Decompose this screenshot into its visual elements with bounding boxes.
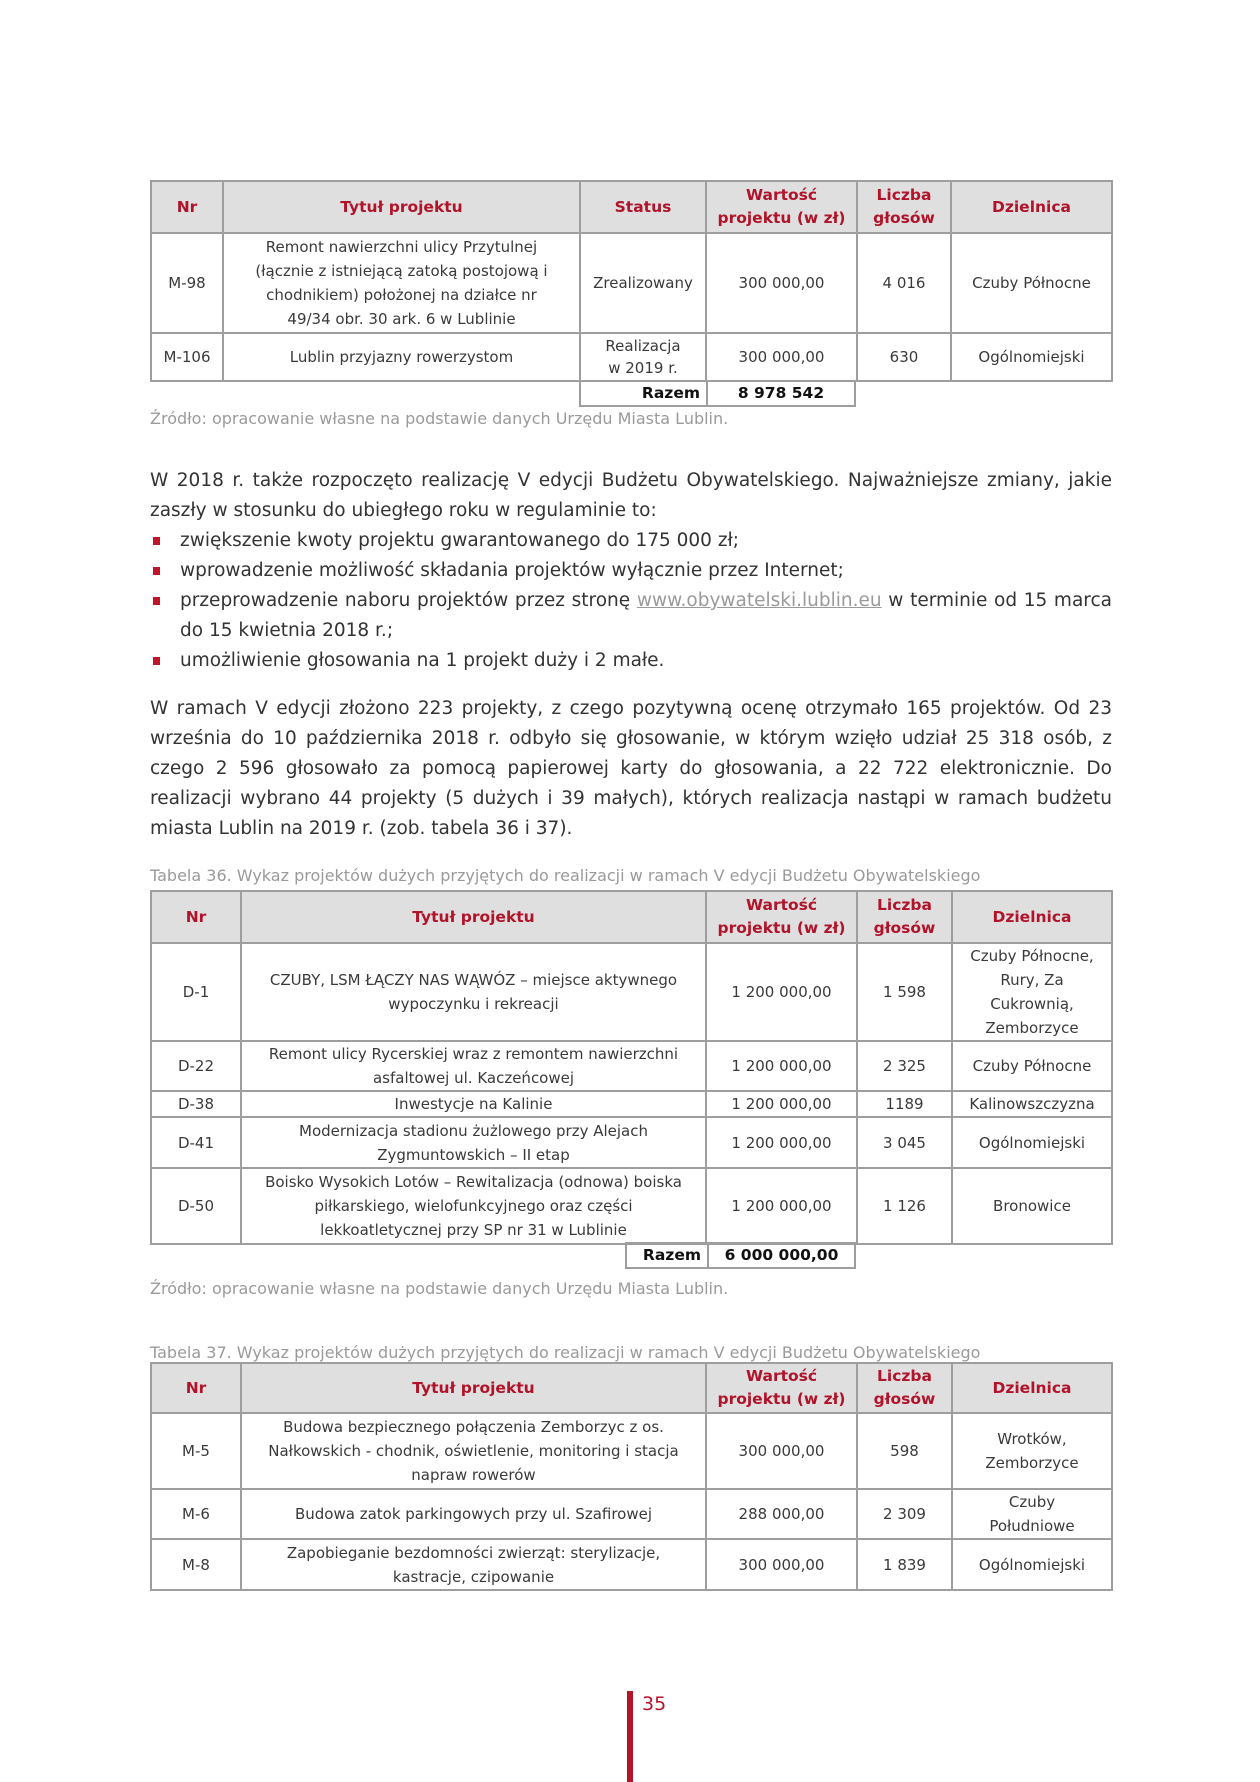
table-36-caption: Tabela 36. Wykaz projektów dużych przyjętych do realizacji w ramach V edycji Budżetu Obywatelskiego [150, 866, 981, 885]
paragraph-results-text: W ramach V edycji złożono 223 projekty, z czego pozytywną ocenę otrzymało 165 projektów. Od 23 września do 10 października 2018 r. odbyło się głosowanie, w którym wzięło udział 25 318 osób, z czego 2 596 głosowało za pomocą papierowej karty do głosowania, a 22 722 elektronicznie. Do realizacji wybrano 44 projekty (5 dużych i 39 małych), których realizacja nastąpi w ramach budżetu miasta Lublin na 2019 r. (zob. tabela 36 i 37). [150, 698, 1112, 839]
cell-title: Inwestycje na Kalinie [241, 1091, 706, 1117]
cell-status: Zrealizowany [580, 233, 706, 333]
cell-title: Budowa zatok parkingowych przy ul. Szafirowej [241, 1489, 706, 1539]
table-row [151, 1117, 1112, 1168]
cell-district: Ogólnomiejski [952, 1117, 1112, 1168]
bullet-icon [153, 597, 160, 605]
table-row [151, 1168, 1112, 1244]
cell-title: Zapobieganie bezdomności zwierząt: sterylizacje, kastracje, czipowanie [241, 1539, 706, 1590]
cell-votes: 2 325 [857, 1041, 952, 1091]
header-district: Dzielnica [952, 1363, 1112, 1413]
list-item [150, 586, 1112, 646]
list-item [150, 526, 1112, 556]
header-votes: Liczba głosów [857, 1363, 952, 1413]
cell-title: CZUBY, LSM ŁĄCZY NAS WĄWÓZ – miejsce aktywnego wypoczynku i rekreacji [241, 943, 706, 1041]
header-value: Wartość projektu (w zł) [706, 891, 857, 943]
website-link[interactable]: www.obywatelski.lublin.eu [636, 590, 882, 611]
cell-nr: M-98 [151, 233, 223, 333]
cell-district: Czuby Południowe [952, 1489, 1112, 1539]
cell-nr: D-50 [151, 1168, 241, 1244]
cell-district: Kalinowszczyzna [952, 1091, 1112, 1117]
table-row [151, 1091, 1112, 1117]
cell-value: 300 000,00 [706, 1539, 857, 1590]
table-37-caption: Tabela 37. Wykaz projektów dużych przyjętych do realizacji w ramach V edycji Budżetu Obywatelskiego [150, 1343, 981, 1362]
cell-district: Wrotków, Zemborzyce [952, 1413, 1112, 1489]
total-label: Razem [580, 381, 707, 406]
bullet-icon [153, 657, 160, 665]
table-header-row [151, 181, 1112, 233]
table-row [151, 1041, 1112, 1091]
header-title: Tytuł projektu [223, 181, 580, 233]
table-37 [150, 1362, 1113, 1591]
header-nr: Nr [151, 1363, 241, 1413]
cell-district: Ogólnomiejski [952, 1539, 1112, 1590]
list-item-text: umożliwienie głosowania na 1 projekt duży i 2 małe. [180, 650, 665, 671]
cell-votes: 1189 [857, 1091, 952, 1117]
cell-value: 1 200 000,00 [706, 1041, 857, 1091]
cell-title: Modernizacja stadionu żużlowego przy Alejach Zygmuntowskich – II etap [241, 1117, 706, 1168]
cell-value: 1 200 000,00 [706, 1091, 857, 1117]
cell-nr: M-6 [151, 1489, 241, 1539]
total-row [579, 380, 856, 407]
cell-status: Realizacja w 2019 r. [580, 333, 706, 381]
total-row [625, 1242, 856, 1269]
cell-votes: 3 045 [857, 1117, 952, 1168]
cell-title: Remont nawierzchni ulicy Przytulnej (łącznie z istniejącą zatoką postojową i chodnikiem) położonej na działce nr 49/34 obr. 30 ark. 6 w Lublinie [223, 233, 580, 333]
cell-value: 300 000,00 [706, 1413, 857, 1489]
header-votes: Liczba głosów [857, 891, 952, 943]
page-marker-bar [627, 1691, 633, 1782]
table-row [151, 943, 1112, 1041]
cell-nr: D-38 [151, 1091, 241, 1117]
paragraph-changes [150, 466, 1112, 676]
header-title: Tytuł projektu [241, 891, 706, 943]
cell-nr: M-106 [151, 333, 223, 381]
table-header-row [151, 1363, 1112, 1413]
cell-votes: 1 839 [857, 1539, 952, 1590]
cell-district: Bronowice [952, 1168, 1112, 1244]
header-nr: Nr [151, 891, 241, 943]
header-value: Wartość projektu (w zł) [706, 181, 857, 233]
list-item-text: zwiększenie kwoty projektu gwarantowanego do 175 000 zł; [180, 530, 740, 551]
cell-votes: 630 [857, 333, 951, 381]
table-row [151, 1489, 1112, 1539]
table-row [151, 333, 1112, 381]
cell-nr: D-22 [151, 1041, 241, 1091]
header-status: Status [580, 181, 706, 233]
bullet-icon [153, 567, 160, 575]
cell-votes: 1 598 [857, 943, 952, 1041]
cell-district: Czuby Północne [951, 233, 1112, 333]
list-item-text: wprowadzenie możliwość składania projektów wyłącznie przez Internet; [180, 560, 844, 581]
cell-district: Czuby Północne, Rury, Za Cukrownią, Zemborzyce [952, 943, 1112, 1041]
cell-votes: 598 [857, 1413, 952, 1489]
list-item [150, 646, 1112, 676]
table-36 [150, 890, 1113, 1245]
total-value: 8 978 542 [707, 381, 855, 406]
cell-nr: M-8 [151, 1539, 241, 1590]
list-item [150, 556, 1112, 586]
total-value: 6 000 000,00 [708, 1243, 855, 1268]
paragraph-intro: W 2018 r. także rozpoczęto realizację V edycji Budżetu Obywatelskiego. Najważniejsze zmiany, jakie zaszły w stosunku do ubiegłego roku w regulaminie to: [150, 470, 1112, 521]
header-votes: Liczba głosów [857, 181, 951, 233]
paragraph-results [150, 694, 1112, 844]
cell-title: Lublin przyjazny rowerzystom [223, 333, 580, 381]
cell-value: 300 000,00 [706, 333, 857, 381]
table-source-note: Źródło: opracowanie własne na podstawie danych Urzędu Miasta Lublin. [150, 1279, 729, 1298]
cell-value: 1 200 000,00 [706, 943, 857, 1041]
table-source-note: Źródło: opracowanie własne na podstawie danych Urzędu Miasta Lublin. [150, 409, 729, 428]
table-row [151, 233, 1112, 333]
header-district: Dzielnica [952, 891, 1112, 943]
header-title: Tytuł projektu [241, 1363, 706, 1413]
table-row [151, 1539, 1112, 1590]
cell-votes: 1 126 [857, 1168, 952, 1244]
cell-votes: 2 309 [857, 1489, 952, 1539]
cell-nr: D-1 [151, 943, 241, 1041]
cell-district: Ogólnomiejski [951, 333, 1112, 381]
projects-table-continued [150, 180, 1113, 382]
header-district: Dzielnica [951, 181, 1112, 233]
cell-votes: 4 016 [857, 233, 951, 333]
cell-value: 288 000,00 [706, 1489, 857, 1539]
table-header-row [151, 891, 1112, 943]
cell-nr: M-5 [151, 1413, 241, 1489]
cell-value: 300 000,00 [706, 233, 857, 333]
page-number: 35 [642, 1693, 667, 1715]
cell-title: Budowa bezpiecznego połączenia Zemborzyc z os. Nałkowskich - chodnik, oświetlenie, monitoring i stacja napraw rowerów [241, 1413, 706, 1489]
table-row [151, 1413, 1112, 1489]
header-value: Wartość projektu (w zł) [706, 1363, 857, 1413]
changes-list [150, 526, 1112, 676]
total-label: Razem [626, 1243, 708, 1268]
cell-value: 1 200 000,00 [706, 1117, 857, 1168]
list-item-text: w terminie od 15 marca do 15 kwietnia 2018 r.; [180, 590, 1113, 641]
cell-district: Czuby Północne [952, 1041, 1112, 1091]
bullet-icon [153, 537, 160, 545]
cell-title: Remont ulicy Rycerskiej wraz z remontem nawierzchni asfaltowej ul. Kaczeńcowej [241, 1041, 706, 1091]
list-item-text: przeprowadzenie naboru projektów przez stronę [180, 590, 637, 611]
cell-title: Boisko Wysokich Lotów – Rewitalizacja (odnowa) boiska piłkarskiego, wielofunkcyjnego oraz części lekkoatletycznej przy SP nr 31 w Lublinie [241, 1168, 706, 1244]
header-nr: Nr [151, 181, 223, 233]
cell-value: 1 200 000,00 [706, 1168, 857, 1244]
cell-nr: D-41 [151, 1117, 241, 1168]
